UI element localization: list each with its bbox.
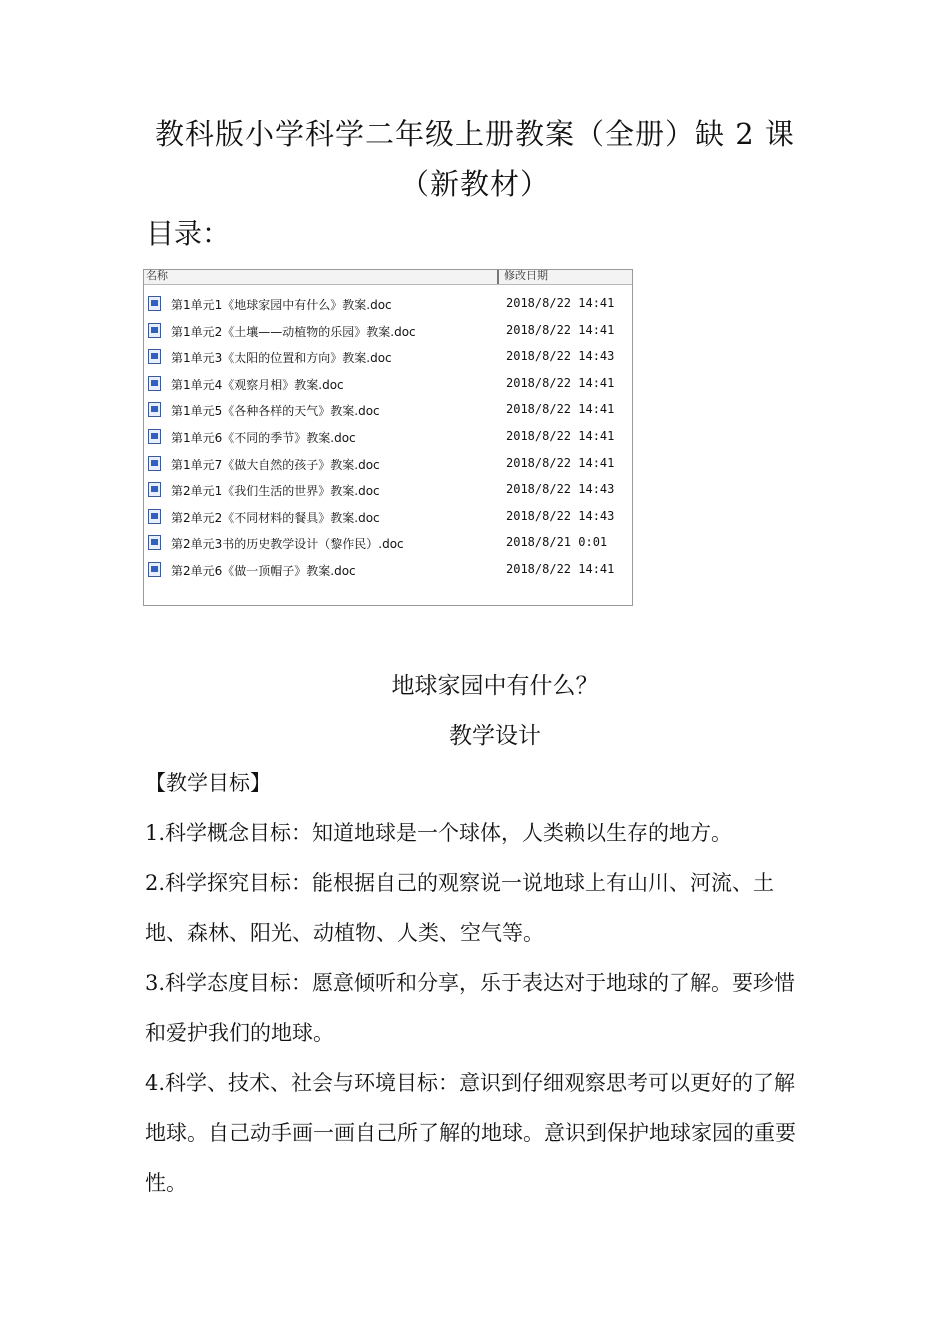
file-modified-date: 2018/8/22 14:41 <box>506 561 615 576</box>
file-name: 第1单元7《做大自然的孩子》教案.doc <box>171 457 380 472</box>
toc-label: 目录： <box>146 217 231 250</box>
file-row <box>144 479 632 506</box>
objective-paragraph: 4.科学、技术、社会与环境目标：意识到仔细观察思考可以更好的了解地球。自己动手画一画自己所了解的地球。意识到保护地球家园的重要性。 <box>145 1071 796 1195</box>
lesson-title: 地球家园中有什么？ <box>391 673 599 699</box>
file-modified-date: 2018/8/22 14:41 <box>506 296 615 310</box>
file-name: 第2单元3书的历史教学设计（黎作民）.doc <box>171 537 404 552</box>
document-title-line2: （新教材） <box>399 167 550 201</box>
word-document-icon <box>148 562 161 577</box>
file-row <box>144 320 632 347</box>
file-name: 第2单元1《我们生活的世界》教案.doc <box>171 484 380 499</box>
word-document-icon <box>148 296 161 311</box>
file-name: 第1单元6《不同的季节》教案.doc <box>171 430 356 445</box>
file-row <box>144 373 632 400</box>
file-row <box>144 293 632 320</box>
file-row <box>144 453 632 480</box>
word-document-icon <box>148 323 161 338</box>
file-row <box>144 532 632 559</box>
file-name: 第1单元2《土壤——动植物的乐园》教案.doc <box>171 324 416 339</box>
file-name: 第1单元5《各种各样的天气》教案.doc <box>171 404 380 419</box>
file-list-rows <box>144 293 632 586</box>
document-title: 教科版小学科学二年级上册教案（全册）缺 2 课 <box>155 117 795 151</box>
file-list-header <box>144 270 632 285</box>
file-modified-date: 2018/8/22 14:41 <box>506 375 615 390</box>
lesson-subtitle: 教学设计 <box>449 723 541 749</box>
objective-paragraph: 2.科学探究目标：能根据自己的观察说一说地球上有山川、河流、土地、森林、阳光、动植物、人类、空气等。 <box>145 871 775 945</box>
file-row <box>144 346 632 373</box>
file-name: 第2单元6《做一顶帽子》教案.doc <box>171 563 356 578</box>
file-modified-date: 2018/8/21 0:01 <box>506 535 608 550</box>
column-header-name: 名称 <box>146 269 168 282</box>
file-modified-date: 2018/8/22 14:41 <box>506 402 615 417</box>
file-modified-date: 2018/8/22 14:43 <box>506 349 615 364</box>
file-row <box>144 559 632 586</box>
column-header-date: 修改日期 <box>504 269 548 282</box>
file-modified-date: 2018/8/22 14:41 <box>506 322 615 337</box>
file-modified-date: 2018/8/22 14:43 <box>506 508 615 523</box>
file-modified-date: 2018/8/22 14:41 <box>506 455 615 470</box>
file-name: 第1单元3《太阳的位置和方向》教案.doc <box>171 351 392 366</box>
file-row <box>144 506 632 533</box>
file-name: 第1单元4《观察月相》教案.doc <box>171 377 344 392</box>
word-document-icon <box>148 535 161 550</box>
file-row <box>144 426 632 453</box>
column-separator <box>497 270 499 284</box>
word-document-icon <box>148 402 161 417</box>
file-list-screenshot <box>143 269 633 606</box>
word-document-icon <box>148 509 161 524</box>
objective-paragraph: 3.科学态度目标：愿意倾听和分享，乐于表达对于地球的了解。要珍惜和爱护我们的地球。 <box>145 971 796 1045</box>
file-row <box>144 399 632 426</box>
word-document-icon <box>148 482 161 497</box>
word-document-icon <box>148 376 161 391</box>
section-heading: 【教学目标】 <box>145 771 271 795</box>
file-name: 第2单元2《不同材料的餐具》教案.doc <box>171 510 380 525</box>
word-document-icon <box>148 456 161 471</box>
word-document-icon <box>148 429 161 444</box>
objective-paragraph: 1.科学概念目标：知道地球是一个球体，人类赖以生存的地方。 <box>145 821 733 845</box>
file-name: 第1单元1《地球家园中有什么》教案.doc <box>171 298 392 312</box>
word-document-icon <box>148 349 161 364</box>
file-modified-date: 2018/8/22 14:43 <box>506 482 615 497</box>
file-modified-date: 2018/8/22 14:41 <box>506 428 615 443</box>
